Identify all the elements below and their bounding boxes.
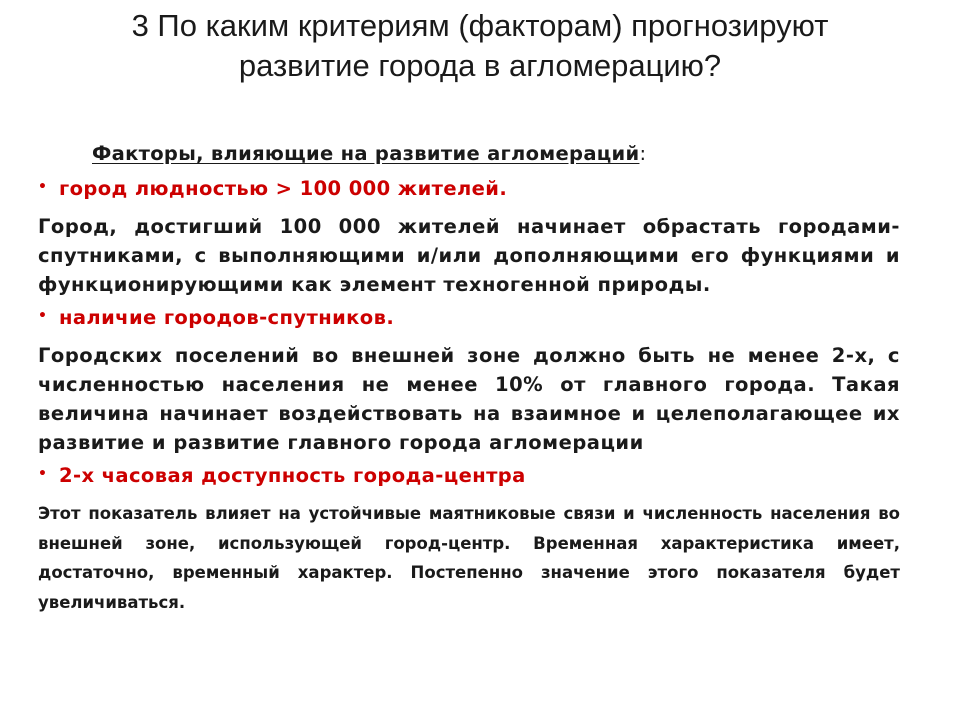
bullet-text: наличие городов-спутников. — [59, 306, 395, 329]
bullet-text: город людностью > 100 000 жителей. — [59, 177, 508, 200]
bullet-dot-icon: • — [38, 466, 48, 482]
slide-title — [60, 6, 900, 86]
factors-heading-text: Факторы, влияющие на развитие агломераций — [92, 142, 640, 165]
bullet-item-satellites — [38, 303, 900, 335]
title-line-1: 3 По каким критериям (факторам) прогнозируют — [131, 8, 829, 43]
bullet-dot-icon: • — [38, 179, 48, 195]
factors-heading-colon: : — [639, 142, 647, 165]
title-line-2: развитие города в агломерацию? — [238, 48, 722, 83]
bullet-text: 2-х часовая доступность города-центра — [59, 464, 526, 487]
factors-heading — [92, 138, 900, 170]
bullet-dot-icon: • — [38, 308, 48, 324]
paragraph-accessibility: Этот показатель влияет на устойчивые маятниковые связи и численность населения во внешней зоне, использующей город-центр. Временная характеристика имеет, достаточно, временный характер. Постепенно значение этого показателя будет увеличиваться. — [38, 504, 900, 612]
paragraph-satellites: Городских поселений во внешней зоне должно быть не менее 2-х, с численностью населения не менее 10% от главного города. Такая величина начинает воздействовать на взаимное и целеполагающее их развитие и развитие главного города агломерации — [38, 344, 900, 454]
bullet-item-accessibility — [38, 461, 900, 493]
bullet-item-population — [38, 174, 900, 206]
paragraph-population: Город, достигший 100 000 жителей начинает обрастать городами-спутниками, с выполняющими и/или дополняющими его функциями и функционирующими как элемент техногенной природы. — [38, 215, 900, 296]
slide-content — [38, 138, 900, 617]
